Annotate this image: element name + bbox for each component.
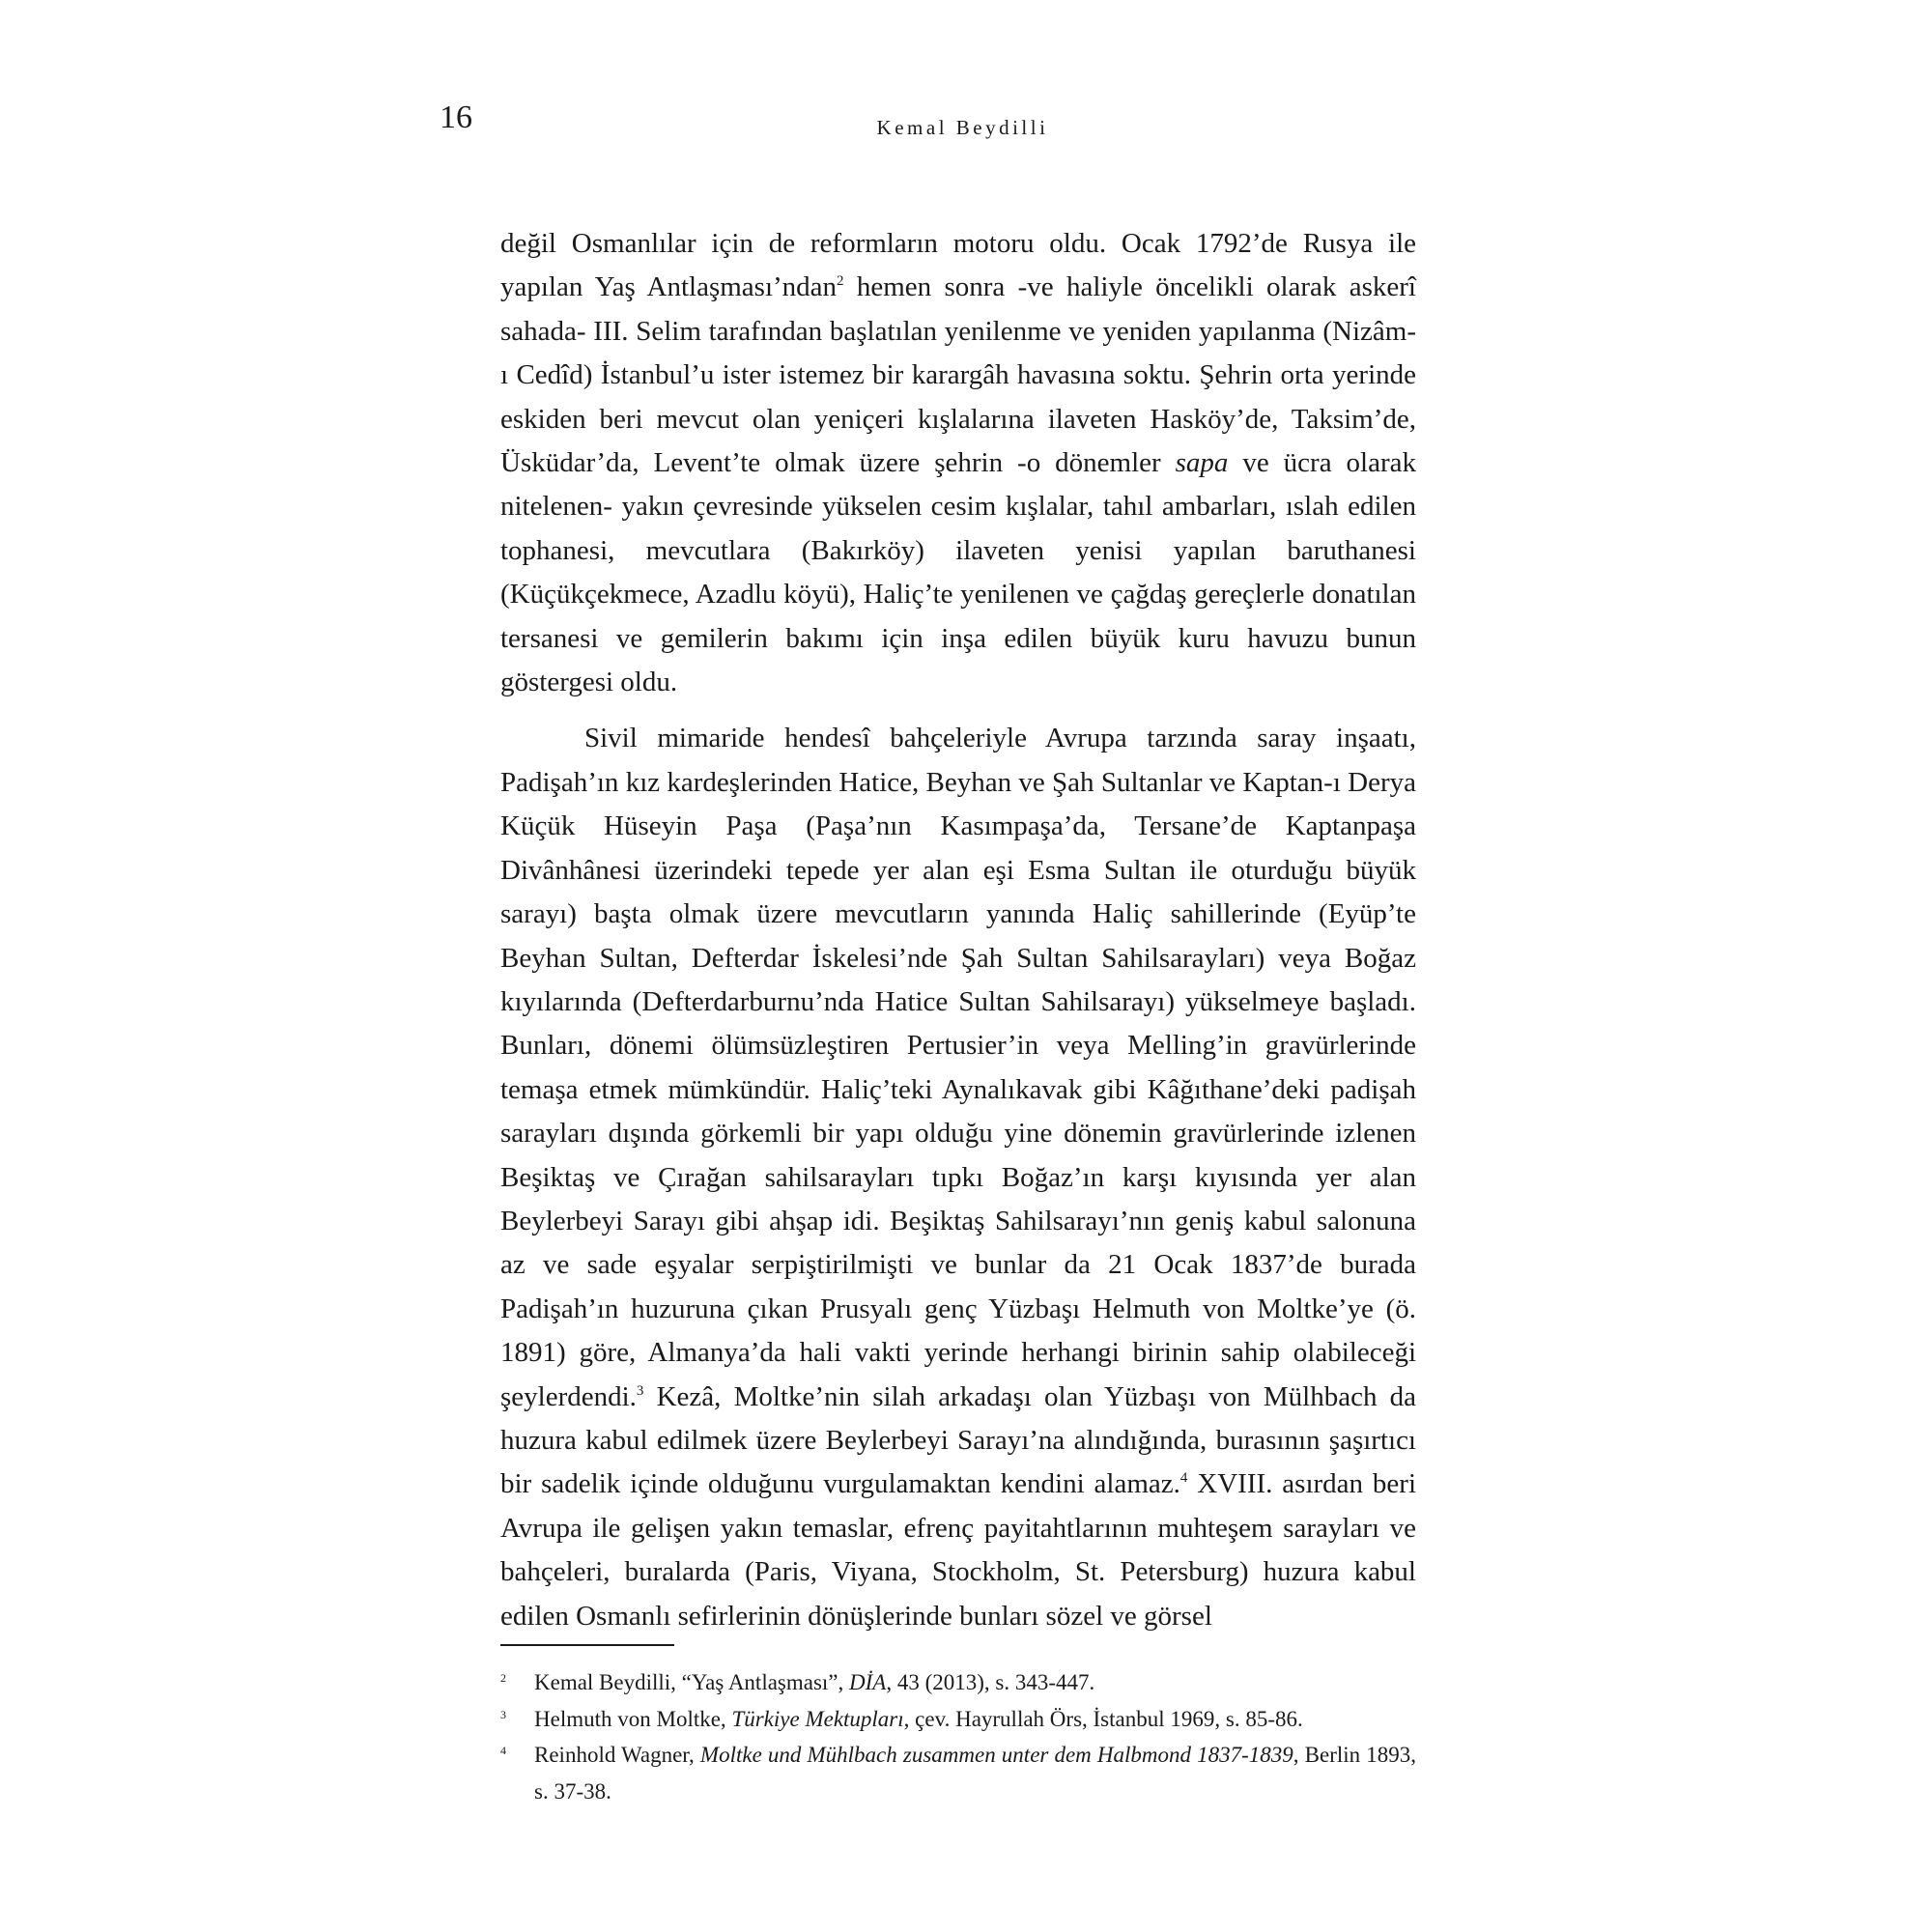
footnote-ref-2: 2 [837, 273, 844, 290]
footnote-ref-3: 3 [636, 1382, 644, 1399]
footnote-text-end: , Berlin 1893, s. 37-38. [534, 1743, 1416, 1804]
footnote-text-end: , çev. Hayrullah Örs, İstanbul 1969, s. 85-86. [903, 1706, 1303, 1731]
footnote-ref-4: 4 [1179, 1470, 1188, 1487]
footnote-3 [500, 1701, 1416, 1738]
page-number: 16 [440, 99, 472, 135]
footnote-text: Kemal Beydilli, “Yaş Antlaşması”, [534, 1670, 850, 1694]
body-text [500, 222, 1416, 1638]
footnote-italic: Moltke und Mühlbach zusammen unter dem Halbmond 1837-1839 [699, 1743, 1293, 1767]
paragraph-2-text-c: XVIII. asırdan beri Avrupa ile gelişen yakın temaslar, efrenç payitahtlarının muhteşem sarayları ve bahçeleri, buralarda (Paris, Viyana, Stockholm, St. Petersburg) huzura kabul edilen Osmanlı sefirlerinin dönüşlerinde bunları sözel ve görsel [500, 1468, 1417, 1632]
paragraph-1 [500, 222, 1416, 704]
paragraph-1-italic: sapa [1175, 447, 1229, 479]
paragraph-2 [500, 717, 1416, 1638]
footnote-mark: 2 [500, 1671, 506, 1685]
footnote-text: Helmuth von Moltke, [534, 1706, 732, 1731]
footnote-italic: DİA [849, 1670, 887, 1694]
footnote-2 [500, 1664, 1416, 1701]
paragraph-1-text-a: değil Osmanlılar için de reformların motoru oldu. Ocak 1792’de Rusya ile yapılan Yaş Antlaşması’ndan [500, 228, 1416, 303]
footnote-mark: 3 [500, 1707, 506, 1721]
footnote-mark: 4 [500, 1744, 506, 1757]
footnote-rule [500, 1644, 674, 1646]
paragraph-1-text-b: hemen sonra -ve haliyle öncelikli olarak askerî sahada- III. Selim tarafından başlatılan yenilenme ve yeniden yapılanma (Nizâm-ı Cedîd) İstanbul’u ister istemez bir karargâh havasına soktu. Şehrin orta yerinde eskiden beri mevcut olan yeniçeri kışlalarına ilaveten Hasköy’de, Taksim’de, Üsküdar’da, Levent’te olmak üzere şehrin -o dönemler [500, 271, 1416, 479]
paragraph-1-text-c: ve ücra olarak nitelenen- yakın çevresinde yükselen cesim kışlalar, tahıl ambarları, ıslah edilen tophanesi, mevcutlara (Bakırköy) ilaveten yenisi yapılan baruthanesi (Küçükçekmece, Azadlu köyü), Haliç’te yenilenen ve çağdaş gereçlerle donatılan tersanesi ve gemilerin bakımı için inşa edilen büyük kuru havuzu bunun göstergesi oldu. [500, 447, 1416, 698]
footnote-text: Reinhold Wagner, [534, 1743, 700, 1767]
footnotes [500, 1664, 1416, 1809]
footnote-text-end: , 43 (2013), s. 343-447. [886, 1670, 1095, 1694]
running-head: Kemal Beydilli [876, 116, 1049, 139]
footnote-italic: Türkiye Mektupları [731, 1706, 904, 1731]
footnote-4 [500, 1737, 1416, 1809]
paragraph-2-text-b: Kezâ, Moltke’nin silah arkadaşı olan Yüzbaşı von Mülhbach da huzura kabul edilmek üzere Beylerbeyi Sarayı’na alındığında, burasının şaşırtıcı bir sadelik içinde olduğunu vurgulamaktan kendini alamaz. [500, 1380, 1416, 1500]
paragraph-2-text-a: Sivil mimaride hendesî bahçeleriyle Avrupa tarzında saray inşaatı, Padişah’ın kız kardeşlerinden Hatice, Beyhan ve Şah Sultanlar ve Kaptan-ı Derya Küçük Hüseyin Paşa (Paşa’nın Kasımpaşa’da, Tersane’de Kaptanpaşa Divânhânesi üzerindeki tepede yer alan eşi Esma Sultan ile oturduğu büyük sarayı) başta olmak üzere mevcutların yanında Haliç sahillerinde (Eyüp’te Beyhan Sultan, Defterdar İskelesi’nde Şah Sultan Sahilsarayları) veya Boğaz kıyılarında (Defterdarburnu’nda Hatice Sultan Sahilsarayı) yükselmeye başladı. Bunları, dönemi ölümsüzleştiren Pertusier’in veya Melling’in gravürlerinde temaşa etmek mümkündür. Haliç’teki Aynalıkavak gibi Kâğıthane’deki padişah sarayları dışında görkemli bir yapı olduğu yine dönemin gravürlerinde izlenen Beşiktaş ve Çırağan sahilsarayları tıpkı Boğaz’ın karşı kıyısında yer alan Beylerbeyi Sarayı gibi ahşap idi. Beşiktaş Sahilsarayı’nın geniş kabul salonuna az ve sade eşyalar serpiştirilmişti ve bunlar da 21 Ocak 1837’de burada Padişah’ın huzuruna çıkan Prusyalı genç Yüzbaşı Helmuth von Moltke’ye (ö. 1891) göre, Almanya’da hali vakti yerinde herhangi birinin sahip olabileceği şeylerdendi. [500, 723, 1416, 1412]
